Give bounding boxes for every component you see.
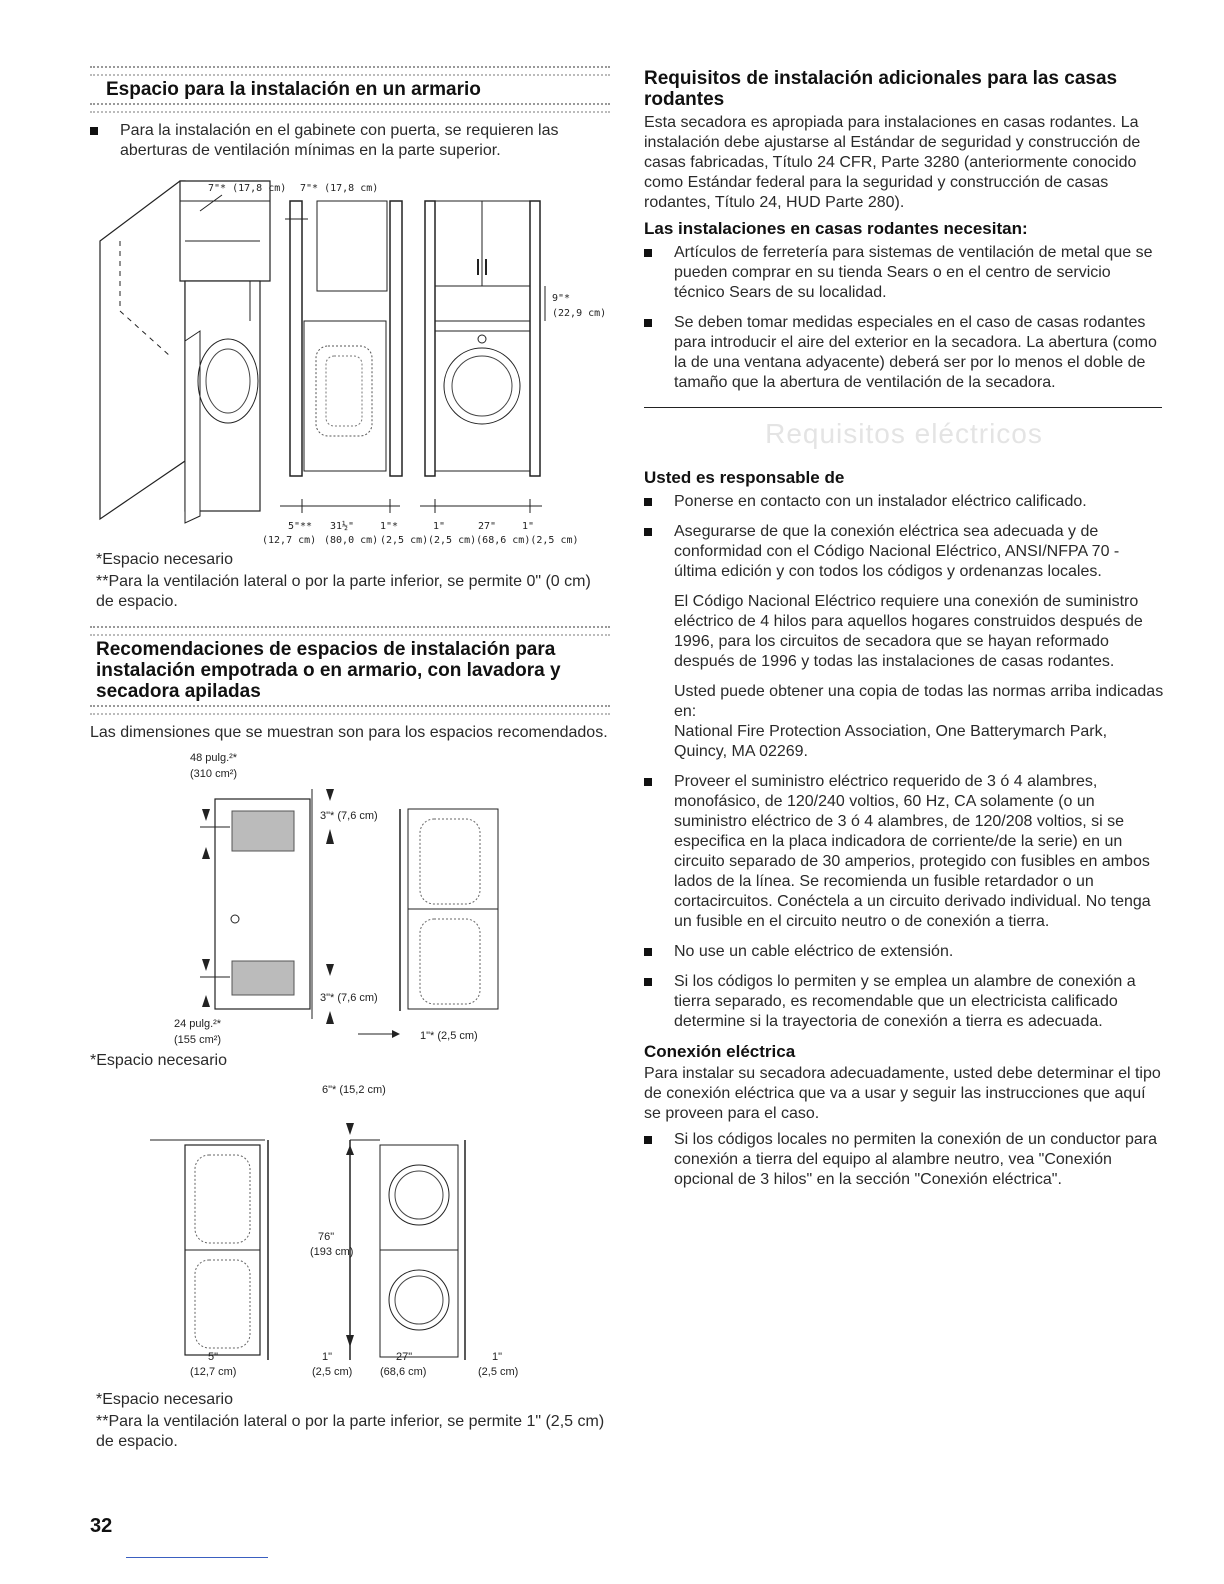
dim-label: 1"* xyxy=(380,521,399,532)
dotted-rule xyxy=(90,103,610,113)
dim-label: 7"* (17,8 cm) xyxy=(300,183,379,194)
footnote: **Para la ventilación lateral o por la parte inferior, se permite 0" (0 cm) de espacio. xyxy=(96,573,591,610)
bullet-item: No use un cable eléctrico de extensión. xyxy=(644,942,1164,962)
bullet-item: Proveer el suministro eléctrico requerido de 3 ó 4 alambres, monofásico, de 120/240 voltios, 60 Hz, CA solamente (o un suministro eléctrico de 3 ó 4 alambres, de 120/208 voltios, si se especifica en la placa indicadora de corriente/de la serie) en un circuito separado de 30 amperios, protegido con fusibles en ambos lados de la línea. Se recomienda un fusible retardador o un cortacircuitos. Conéctela a un circuito derivado individual. No tenga un fusible en el circuito neutro o de conexión a tierra. xyxy=(644,772,1164,932)
bullet-item: Se deben tomar medidas especiales en el caso de casas rodantes para introducir el aire del exterior en la secadora. La abertura (como la de una ventana adyacente) deberá ser por lo menos el doble de tamaño que la abertura de ventilación de la secadora. xyxy=(644,313,1164,393)
subheading-electrical-connection: Conexión eléctrica xyxy=(644,1042,796,1061)
stacked-vent-diagram xyxy=(90,749,610,1049)
dim-label: 3"* (7,6 cm) xyxy=(320,992,378,1004)
closet-diagram xyxy=(90,171,610,546)
dim-label: 76" xyxy=(318,1231,335,1243)
indented-para: El Código Nacional Eléctrico requiere una conexión de suministro eléctrico de 4 hilos para aquellos hogares construidos después de 1996, para los circuitos de secadora que se hayan reformado después de 1996 y todas las instalaciones de casas rodantes. xyxy=(674,593,1143,670)
dotted-rule xyxy=(90,66,610,76)
mobile-home-para: Esta secadora es apropiada para instalaciones en casas rodantes. La instalación debe ajustarse al Estándar de seguridad y construcción de casas fabricadas, Título 24 CFR, Parte 3280 (anteriormente conocido como Estándar federal para la seguridad y construcción de casas rodantes, Título 24, HUD Parte 280). xyxy=(644,114,1141,211)
stacked-recess-diagram xyxy=(90,1075,610,1380)
bullet-item: Si los códigos locales no permiten la conexión de un conductor para conexión a tierra del equipo al alambre neutro, vea "Conexión opcional de 3 hilos" en la sección "Conexión eléctrica". xyxy=(644,1130,1164,1190)
dim-label: (12,7 cm) xyxy=(262,535,317,546)
right-column xyxy=(644,66,1164,1200)
dim-label: (80,0 cm) xyxy=(324,535,379,546)
dim-label: (310 cm²) xyxy=(190,768,238,780)
section-title-stacked: Recomendaciones de espacios de instalación para instalación empotrada o en armario, con lavadora y secadora apiladas xyxy=(96,639,561,702)
dim-label: 1" xyxy=(522,521,535,532)
dim-label: 1" xyxy=(492,1351,503,1363)
bullet-closet-vent: Para la instalación en el gabinete con puerta, se requieren las aberturas de ventilación mínimas en la parte superior. xyxy=(90,121,610,161)
dim-label: 48 pulg.²* xyxy=(190,752,238,764)
dim-label: 9"* xyxy=(552,293,571,304)
dim-label: 6"* (15,2 cm) xyxy=(322,1084,386,1096)
footnote: *Espacio necesario xyxy=(96,551,233,568)
indented-para: Usted puede obtener una copia de todas las normas arriba indicadas en: National Fire Protection Association, One Batterymarch Park, Quincy, MA 02269. xyxy=(674,683,1164,760)
footer-rule xyxy=(126,1557,268,1558)
dim-label: 1" xyxy=(322,1351,333,1363)
connection-para: Para instalar su secadora adecuadamente, usted debe determinar el tipo de conexión eléctrica que va a usar y seguir las instrucciones que aquí se proveen para el caso. xyxy=(644,1065,1161,1122)
footnote: *Espacio necesario xyxy=(96,1391,233,1408)
dim-label: (2,5 cm) xyxy=(380,535,429,546)
stacked-intro: Las dimensiones que se muestran son para los espacios recomendados. xyxy=(90,724,608,741)
subheading-mobile-home-needs: Las instalaciones en casas rodantes necesitan: xyxy=(644,219,1028,238)
dim-label: 27" xyxy=(396,1351,413,1363)
section-title-electrical: Requisitos eléctricos xyxy=(765,418,1043,449)
bullet-icon xyxy=(644,249,652,257)
bullet-item: Artículos de ferretería para sistemas de ventilación de metal que se pueden comprar en su tienda Sears o en el centro de servicio técnico Sears de su localidad. xyxy=(644,243,1164,303)
bullet-icon xyxy=(644,948,652,956)
bullet-item: Si los códigos lo permiten y se emplea un alambre de conexión a tierra separado, es recomendable que un electricista calificado determine si la trayectoria de conexión a tierra es adecuada. xyxy=(644,972,1164,1032)
section-title-closet: Espacio para la instalación en un armario xyxy=(106,79,481,100)
dim-label: 1" xyxy=(433,521,446,532)
bullet-icon xyxy=(90,127,98,135)
dim-label: 31½" xyxy=(330,521,355,532)
dim-label: 5"** xyxy=(288,521,313,532)
dim-label: (22,9 cm) xyxy=(552,308,607,319)
subheading-responsible: Usted es responsable de xyxy=(644,468,845,487)
dim-label: (155 cm²) xyxy=(174,1034,222,1046)
footnote: *Espacio necesario xyxy=(90,1052,227,1069)
dotted-rule xyxy=(90,705,610,715)
dim-label: (68,6 cm) xyxy=(380,1366,427,1378)
bullet-icon xyxy=(644,1136,652,1144)
dotted-rule xyxy=(90,626,610,636)
page-number: 32 xyxy=(90,1515,113,1537)
bullet-icon xyxy=(644,528,652,536)
bullet-item: Asegurarse de que la conexión eléctrica sea adecuada y de conformidad con el Código Nacional Eléctrico, ANSI/NFPA 70 - última edición y con todos los códigos y ordenanzas locales. xyxy=(644,522,1164,582)
dim-label: 7"* (17,8 cm) xyxy=(208,183,287,194)
footnote: **Para la ventilación lateral o por la parte inferior, se permite 1" (2,5 cm) de espacio. xyxy=(96,1413,605,1450)
left-column xyxy=(90,66,610,1454)
section-title-mobile-home: Requisitos de instalación adicionales para las casas rodantes xyxy=(644,68,1118,110)
dim-label: (12,7 cm) xyxy=(190,1366,237,1378)
dim-label: 27" xyxy=(478,521,497,532)
dim-label: (2,5 cm) xyxy=(478,1366,519,1378)
dim-label: (193 cm) xyxy=(310,1246,354,1258)
bullet-icon xyxy=(644,778,652,786)
dim-label: 1"* (2,5 cm) xyxy=(420,1030,478,1042)
dim-label: (2,5 cm) xyxy=(312,1366,353,1378)
dim-label: 3"* (7,6 cm) xyxy=(320,810,378,822)
section-divider xyxy=(644,407,1162,408)
bullet-icon xyxy=(644,319,652,327)
bullet-item: Ponerse en contacto con un instalador eléctrico calificado. xyxy=(644,492,1164,512)
bullet-icon xyxy=(644,978,652,986)
bullet-icon xyxy=(644,498,652,506)
dim-label: 5" xyxy=(208,1351,219,1363)
dim-label: (2,5 cm)(68,6 cm)(2,5 cm) xyxy=(428,535,579,546)
dim-label: 24 pulg.²* xyxy=(174,1018,222,1030)
